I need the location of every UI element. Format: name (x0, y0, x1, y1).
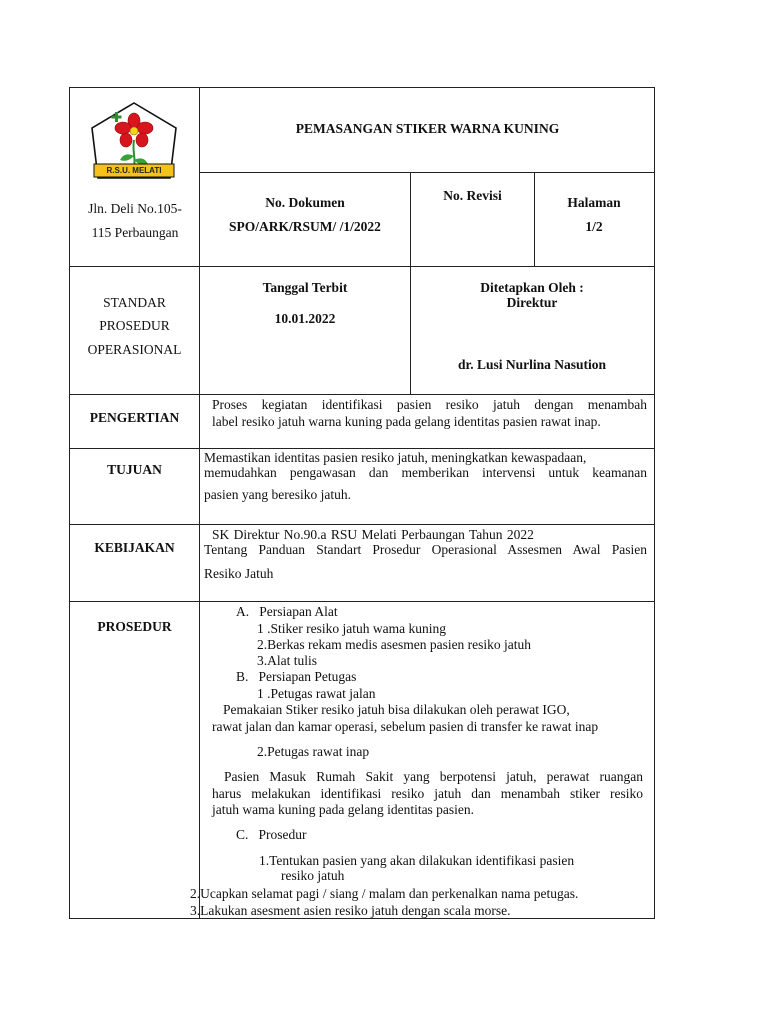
kebijakan-line-3: Resiko Jatuh (204, 566, 274, 581)
pengertian-line-1: Proses kegiatan identifikasi pasien resiko jatuh dengan menambah (212, 397, 647, 412)
ditetapkan-label: Ditetapkan Oleh : (480, 280, 584, 295)
pengertian-label: PENGERTIAN (89, 410, 180, 425)
prosedur-b1-paragraph-1: Pemakaian Stiker resiko jatuh bisa dilakukan oleh perawat IGO, (223, 702, 570, 717)
header-row-divider (69, 266, 655, 267)
prosedur-b1-paragraph-2: rawat jalan dan kamar operasi, sebelum pasien di transfer ke rawat inap (212, 719, 599, 734)
no-dokumen-label: No. Dokumen (265, 195, 345, 210)
spo-line-3: OPERASIONAL (87, 342, 182, 357)
kebijakan-line-1: SK Direktur No.90.a RSU Melati Perbaungan Tahun 2022 (212, 527, 534, 542)
kebijakan-line-2: Tentang Panduan Standart Prosedur Operasional Assesmen Awal Pasien (204, 542, 647, 557)
document-title: PEMASANGAN STIKER WARNA KUNING (295, 121, 560, 136)
spo-line-2: PROSEDUR (99, 318, 170, 333)
ditetapkan-role: Direktur (506, 295, 558, 310)
prosedur-c-item-1-cont: resiko jatuh (281, 868, 345, 883)
prosedur-b2-paragraph-1: Pasien Masuk Rumah Sakit yang berpotensi jatuh, perawat ruangan (224, 769, 643, 784)
tujuan-bottom (69, 524, 655, 525)
tujuan-line-2: memudahkan pengawasan dan memberikan intervensi untuk keamanan (204, 465, 647, 480)
prosedur-b-item-1: 1 .Petugas rawat jalan (257, 686, 376, 701)
prosedur-c-item-1: 1.Tentukan pasien yang akan dilakukan identifikasi pasien (259, 853, 575, 868)
tujuan-line-3: pasien yang beresiko jatuh. (204, 487, 351, 502)
ditetapkan-name: dr. Lusi Nurlina Nasution (457, 357, 607, 372)
kebijakan-label: KEBIJAKAN (94, 540, 175, 555)
prosedur-b2-paragraph-3: jatuh wama kuning pada gelang identitas pasien. (212, 802, 475, 817)
tanggal-terbit-value: 10.01.2022 (274, 311, 336, 326)
tanggal-terbit-label: Tanggal Terbit (262, 280, 348, 295)
prosedur-c-item-3: 3.Lakukan asesment asien resiko jatuh dengan scala morse. (190, 903, 511, 918)
prosedur-c-heading: C. Prosedur (236, 827, 307, 842)
no-dokumen-value: SPO/ARK/RSUM/ /1/2022 (229, 219, 381, 234)
pengertian-line-2: label resiko jatuh warna kuning pada gelang identitas pasien rawat inap. (212, 414, 601, 429)
prosedur-b-heading: B. Persiapan Petugas (236, 669, 357, 684)
pengertian-bottom (69, 448, 655, 449)
prosedur-b-item-2: 2.Petugas rawat inap (257, 744, 370, 759)
title-row-bottom (199, 172, 655, 173)
tujuan-label: TUJUAN (107, 462, 162, 477)
halaman-label: Halaman (567, 195, 621, 210)
prosedur-label: PROSEDUR (97, 619, 172, 634)
header-bottom (69, 394, 655, 395)
prosedur-a-heading: A. Persiapan Alat (236, 604, 338, 619)
tujuan-line-1: Memastikan identitas pasien resiko jatuh, meningkatkan kewaspadaan, (204, 450, 587, 465)
kebijakan-bottom (69, 601, 655, 602)
spo-line-1: STANDAR (103, 295, 166, 310)
no-revisi-label: No. Revisi (443, 188, 502, 203)
halaman-value: 1/2 (585, 219, 603, 234)
prosedur-b2-paragraph-2: harus melakukan identifikasi resiko jatuh dan menambah stiker resiko (212, 786, 643, 801)
logo-text: R.S.U. MELATI (106, 166, 162, 175)
prosedur-a-item-3: 3.Alat tulis (257, 653, 317, 668)
prosedur-c-item-2: 2.Ucapkan selamat pagi / siang / malam dan perkenalkan nama petugas. (190, 886, 579, 901)
left-column-divider (199, 87, 200, 919)
address-line-2: 115 Perbaungan (91, 225, 179, 240)
prosedur-a-item-2: 2.Berkas rekam medis asesmen pasien resiko jatuh (257, 637, 532, 652)
prosedur-a-item-1: 1 .Stiker resiko jatuh wama kuning (257, 621, 446, 636)
address-line-1: Jln. Deli No.105- (88, 201, 182, 216)
